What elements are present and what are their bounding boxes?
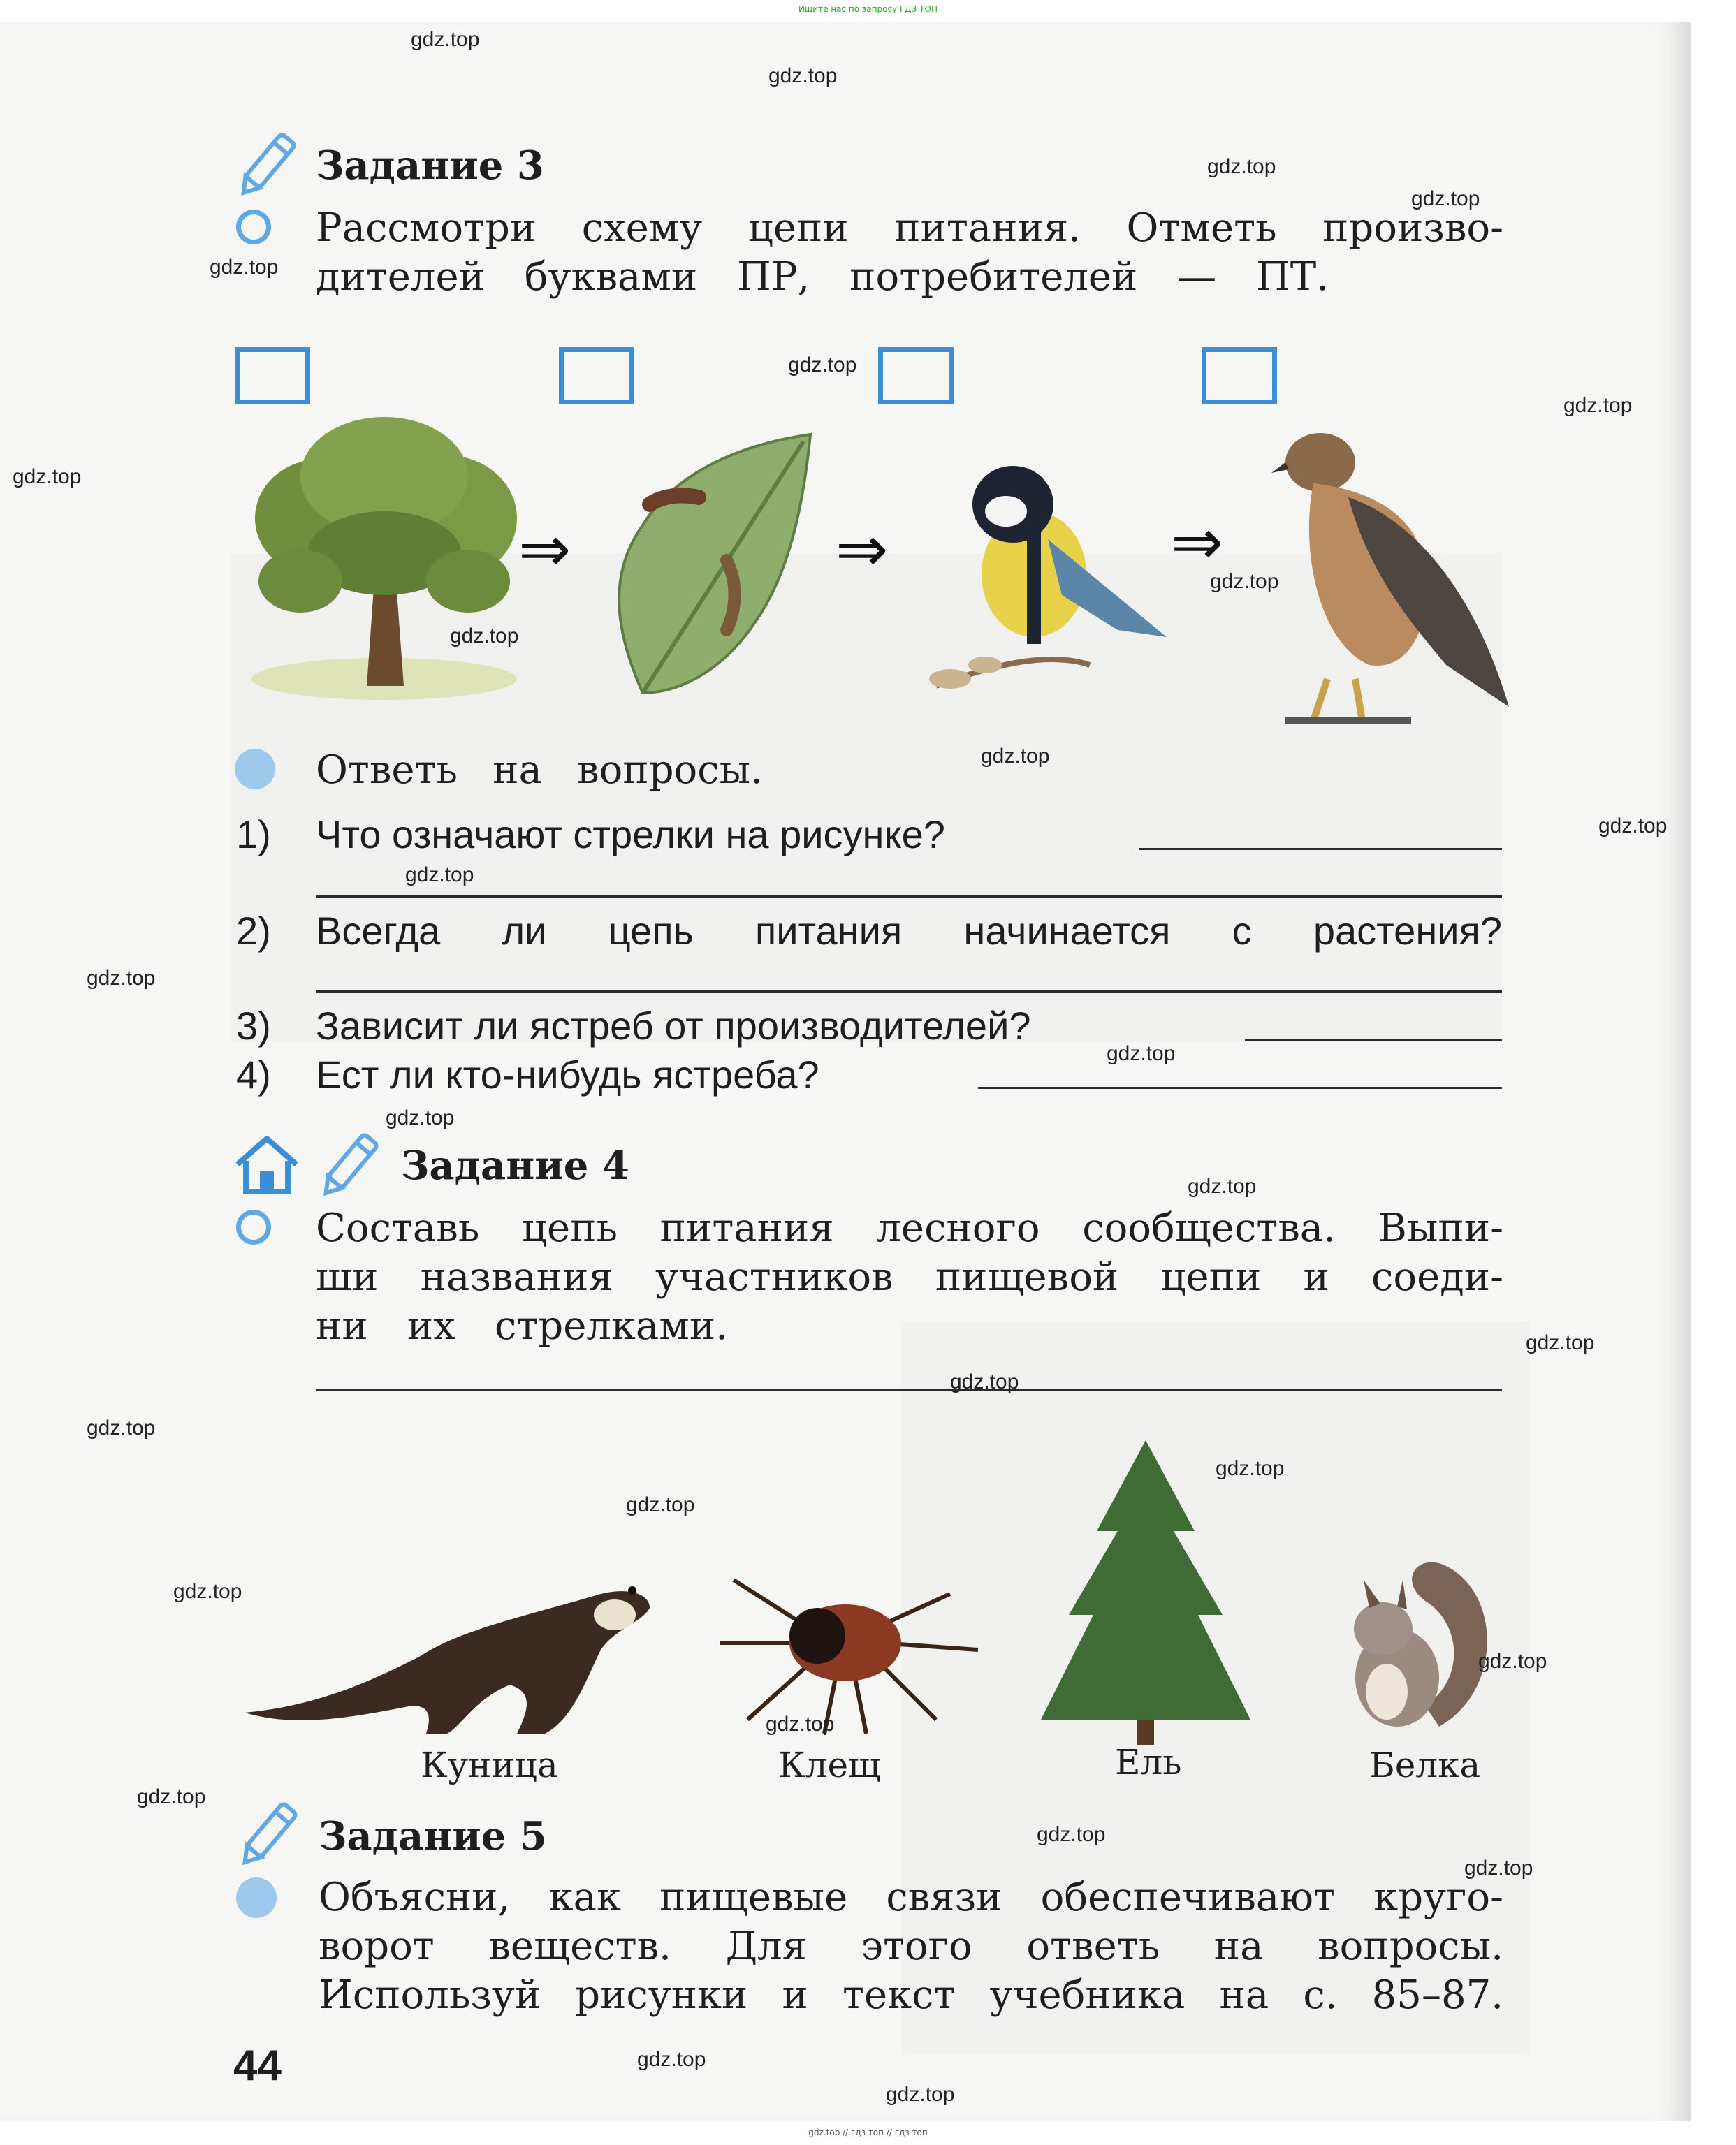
oak-leaf-with-caterpillar-image	[601, 420, 831, 700]
question-2-number: 2)	[236, 909, 271, 953]
chain-arrow-2: ⇒	[836, 513, 889, 586]
tick-image	[706, 1566, 985, 1734]
watermark: gdz.top	[1464, 1857, 1533, 1880]
animal-caption-tick: Клещ	[778, 1745, 881, 1785]
watermark: gdz.top	[1188, 1175, 1257, 1198]
watermark: gdz.top	[1563, 394, 1633, 417]
watermark: gdz.top	[1598, 814, 1668, 837]
animal-caption-spruce: Ель	[1115, 1742, 1182, 1782]
watermark: gdz.top	[173, 1580, 242, 1603]
task3-text-line2: дителей буквами ПР, потребителей — ПТ.	[316, 254, 1329, 300]
watermark: gdz.top	[886, 2083, 955, 2106]
animal-caption-squirrel: Белка	[1369, 1745, 1481, 1785]
task5-text-line1: Объясни, как пищевые связи обеспечивают круго-	[319, 1875, 1503, 1920]
watermark: gdz.top	[768, 64, 838, 87]
top-note: Ищите нас по запросу ГДЗ ТОП	[798, 4, 938, 14]
answer-line-2[interactable]	[316, 990, 1502, 993]
answer-line-3[interactable]	[1245, 1039, 1502, 1041]
bottom-note: gdz.top // гдз топ // гдз топ	[808, 2128, 928, 2137]
question-1-text: Что означают стрелки на рисунке?	[316, 812, 945, 856]
question-1-number: 1)	[236, 812, 271, 856]
task4-text-line1: Составь цепь питания лесного сообщества. Выпи-	[316, 1206, 1503, 1251]
answer-line-task4[interactable]	[316, 1389, 1502, 1391]
task5-text-line2: ворот веществ. Для этого ответь на вопросы.	[319, 1924, 1503, 1969]
watermark: gdz.top	[637, 2048, 706, 2071]
spruce-image	[1034, 1440, 1257, 1748]
watermark: gdz.top	[1210, 570, 1279, 593]
watermark: gdz.top	[1411, 187, 1480, 210]
watermark: gdz.top	[411, 28, 480, 51]
squirrel-image	[1320, 1552, 1502, 1734]
watermark: gdz.top	[87, 1416, 156, 1440]
great-tit-image	[908, 455, 1174, 721]
task4-text-line3: ни их стрелками.	[316, 1303, 728, 1349]
oak-tree-image	[238, 413, 531, 707]
pencil-icon	[313, 1127, 383, 1204]
task5-text-line3: Используй рисунки и текст учебника на с. 85–87.	[319, 1972, 1503, 2018]
watermark: gdz.top	[405, 863, 474, 886]
watermark: gdz.top	[766, 1713, 835, 1736]
answer-box-hawk[interactable]	[1202, 347, 1277, 404]
answer-line-1a[interactable]	[1139, 848, 1502, 850]
watermark: gdz.top	[788, 353, 857, 376]
answer-box-tree[interactable]	[235, 347, 310, 404]
watermark: gdz.top	[950, 1370, 1019, 1393]
answer-line-1b[interactable]	[316, 895, 1502, 898]
question-3-number: 3)	[236, 1004, 271, 1048]
task5-heading: Задание 5	[319, 1813, 547, 1859]
chain-arrow-3: ⇒	[1171, 506, 1224, 579]
watermark: gdz.top	[1526, 1331, 1595, 1354]
pencil-icon	[231, 127, 300, 204]
home-icon	[232, 1133, 302, 1196]
question-3-text: Зависит ли ястреб от производителей?	[316, 1004, 1031, 1048]
watermark: gdz.top	[1037, 1823, 1106, 1846]
question-4-number: 4)	[236, 1053, 271, 1097]
watermark: gdz.top	[1478, 1650, 1547, 1673]
watermark: gdz.top	[210, 256, 279, 279]
task4-heading: Задание 4	[401, 1143, 629, 1189]
animal-caption-marten: Куница	[421, 1745, 558, 1785]
answer-line-4[interactable]	[978, 1087, 1502, 1089]
answer-box-caterpillar[interactable]	[559, 347, 634, 404]
chain-arrow-1: ⇒	[518, 513, 571, 586]
hawk-image	[1271, 413, 1516, 735]
workbook-page	[0, 22, 1691, 2121]
task4-text-line2: ши названия участников пищевой цепи и соеди-	[316, 1254, 1503, 1300]
watermark: gdz.top	[1216, 1457, 1285, 1480]
answer-box-tit[interactable]	[878, 347, 954, 404]
watermark: gdz.top	[981, 745, 1050, 768]
watermark: gdz.top	[137, 1785, 206, 1808]
circle-marker-icon	[236, 210, 271, 244]
marten-image	[238, 1538, 657, 1748]
answer-intro: Ответь на вопросы.	[316, 747, 763, 793]
task3-text-line1: Рассмотри схему цепи питания. Отметь произво-	[316, 205, 1503, 251]
watermark: gdz.top	[13, 465, 82, 488]
question-2-text: Всегда ли цепь питания начинается с растения?	[316, 909, 1502, 953]
circle-marker-icon	[236, 1877, 277, 1918]
task3-heading: Задание 3	[316, 142, 544, 189]
circle-marker-icon	[235, 749, 275, 789]
watermark: gdz.top	[1207, 155, 1276, 178]
watermark: gdz.top	[450, 624, 519, 647]
question-4-text: Ест ли кто-нибудь ястреба?	[316, 1053, 819, 1097]
watermark: gdz.top	[386, 1106, 455, 1129]
watermark: gdz.top	[626, 1493, 695, 1516]
pencil-icon	[232, 1796, 302, 1873]
page-number: 44	[233, 2042, 282, 2090]
watermark: gdz.top	[87, 967, 156, 990]
circle-marker-icon	[236, 1210, 271, 1245]
watermark: gdz.top	[1107, 1042, 1176, 1065]
